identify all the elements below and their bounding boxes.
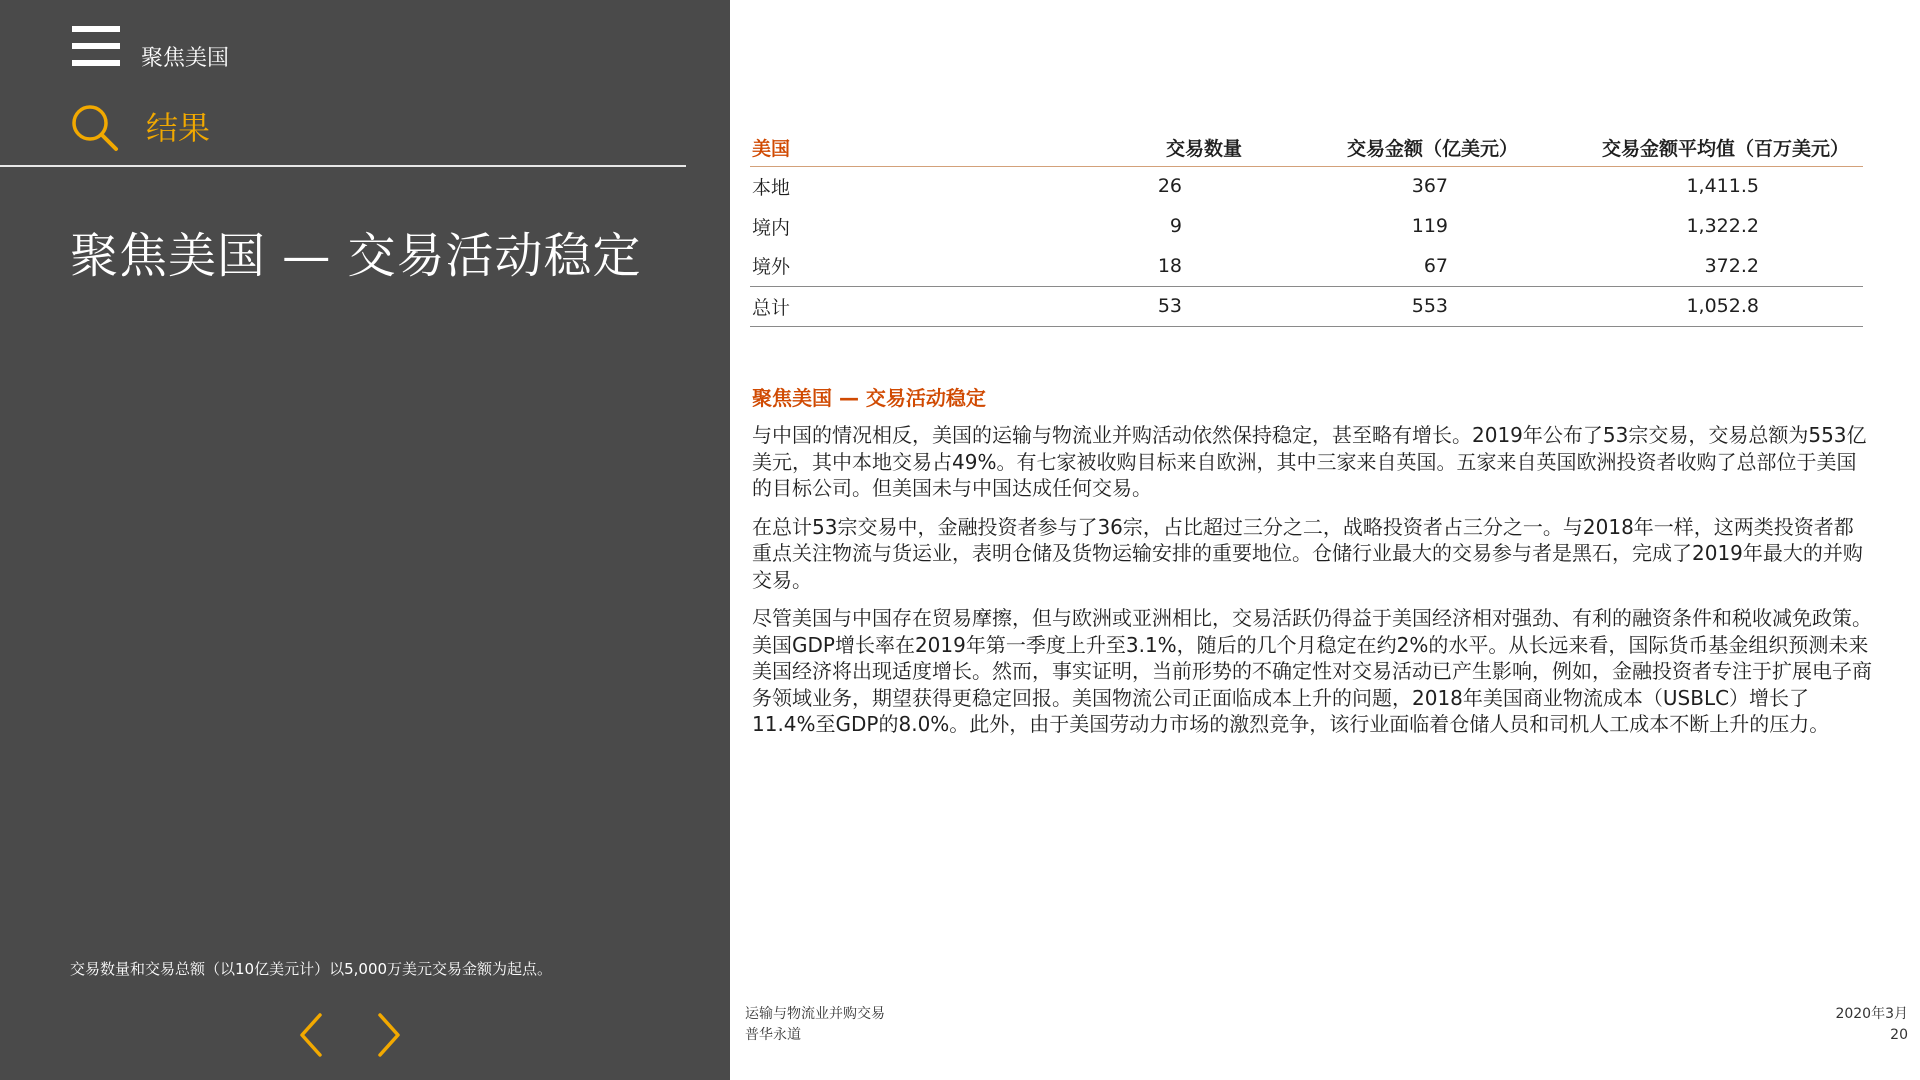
menu-title[interactable]: 聚焦美国 — [141, 46, 230, 71]
table-cell: 1,322.2 — [1686, 215, 1759, 237]
table-row — [750, 246, 1863, 286]
footer-report-title: 运输与物流业并购交易 — [745, 1006, 885, 1022]
left-panel — [0, 0, 730, 1080]
table-header-deal-value: 交易金额（亿美元） — [1256, 130, 1532, 166]
table-header-row — [750, 130, 1863, 166]
table-row — [750, 206, 1863, 246]
page-number: 20 — [1890, 1027, 1908, 1043]
search-results-link[interactable] — [70, 104, 210, 152]
chevron-left-icon — [294, 1010, 330, 1060]
paragraph: 在总计53宗交易中，金融投资者参与了36宗，占比超过三分之二，战略投资者占三分之一。与2018年一样，这两类投资者都重点关注物流与货运业，表明仓储及货物运输安排的重要地位。仓储行业最大的交易参与者是黑石，完成了2019年最大的并购交易。 — [752, 514, 1863, 592]
table-cell: 1,052.8 — [1532, 286, 1863, 326]
table-cell: 境外 — [752, 256, 791, 279]
footnote: 交易数量和交易总额（以10亿美元计）以5,000万美元交易金额为起点。 — [70, 960, 553, 978]
table-header-deal-count: 交易数量 — [1030, 130, 1256, 166]
paragraph: 尽管美国与中国存在贸易摩擦，但与欧洲或亚洲相比，交易活跃仍得益于美国经济相对强劲、有利的融资条件和税收减免政策。美国GDP增长率在2019年第一季度上升至3.1%，随后的几个月稳定在约2%的水平。从长远来看，国际货币基金组织预测未来美国经济将出现适度增长。然而，事实证明，当前形势的不确定性对交易活动已产生影响，例如，金融投资者专注于扩展电子商务领域业务，期望获得更稳定回报。美国物流公司正面临成本上升的问题，2018年美国商业物流成本（USBLC）增长了11.4%至GDP的8.0%。此外，由于美国劳动力市场的激烈竞争，该行业面临着仓储人员和司机人工成本不断上升的压力。 — [752, 606, 1872, 736]
table-cell: 18 — [1157, 254, 1182, 277]
section-heading: 聚焦美国 — 交易活动稳定 — [752, 386, 986, 410]
paragraph: 与中国的情况相反，美国的运输与物流业并购活动依然保持稳定，甚至略有增长。2019年公布了53宗交易，交易总额为553亿美元，其中本地交易占49%。有七家被收购目标来自欧洲，其中三家来自英国。五家来自英国欧洲投资者收购了总部位于美国的目标公司。但美国未与中国达成任何交易。 — [752, 423, 1867, 500]
main-content — [730, 0, 1920, 1080]
chevron-right-icon — [370, 1010, 406, 1060]
page-title: 聚焦美国 — 交易活动稳定 — [70, 228, 642, 284]
next-page-button[interactable] — [370, 1010, 406, 1060]
table-cell: 1,411.5 — [1686, 175, 1759, 198]
table-cell: 26 — [1157, 175, 1182, 198]
table-total-row — [750, 286, 1863, 326]
search-label: 结果 — [146, 109, 211, 147]
table-cell: 9 — [1169, 215, 1182, 237]
table-cell: 总计 — [750, 286, 1030, 326]
menu-bar — [72, 60, 120, 66]
table-cell: 本地 — [752, 176, 791, 199]
table-header-region: 美国 — [750, 130, 1030, 166]
table-row — [750, 166, 1863, 206]
search-icon — [70, 103, 120, 153]
previous-page-button[interactable] — [294, 1010, 330, 1060]
footer-date: 2020年3月 — [1835, 1006, 1908, 1022]
menu-bar — [72, 26, 120, 32]
table-cell: 119 — [1411, 215, 1448, 237]
menu-bar — [72, 43, 120, 49]
table-cell: 553 — [1256, 286, 1532, 326]
table-cell: 372.2 — [1704, 254, 1759, 277]
article-body — [752, 422, 1872, 750]
table-cell: 367 — [1411, 175, 1448, 198]
deals-table — [750, 130, 1863, 327]
footer-brand: 普华永道 — [745, 1027, 801, 1043]
table-cell: 53 — [1030, 286, 1256, 326]
table-header-average-value: 交易金额平均值（百万美元） — [1532, 130, 1863, 166]
table-cell: 67 — [1423, 254, 1448, 277]
hamburger-menu-icon[interactable] — [72, 26, 120, 68]
footer-right — [1835, 1004, 1908, 1046]
footer-left — [745, 1004, 885, 1046]
table-cell: 境内 — [752, 216, 791, 239]
divider — [0, 165, 686, 167]
